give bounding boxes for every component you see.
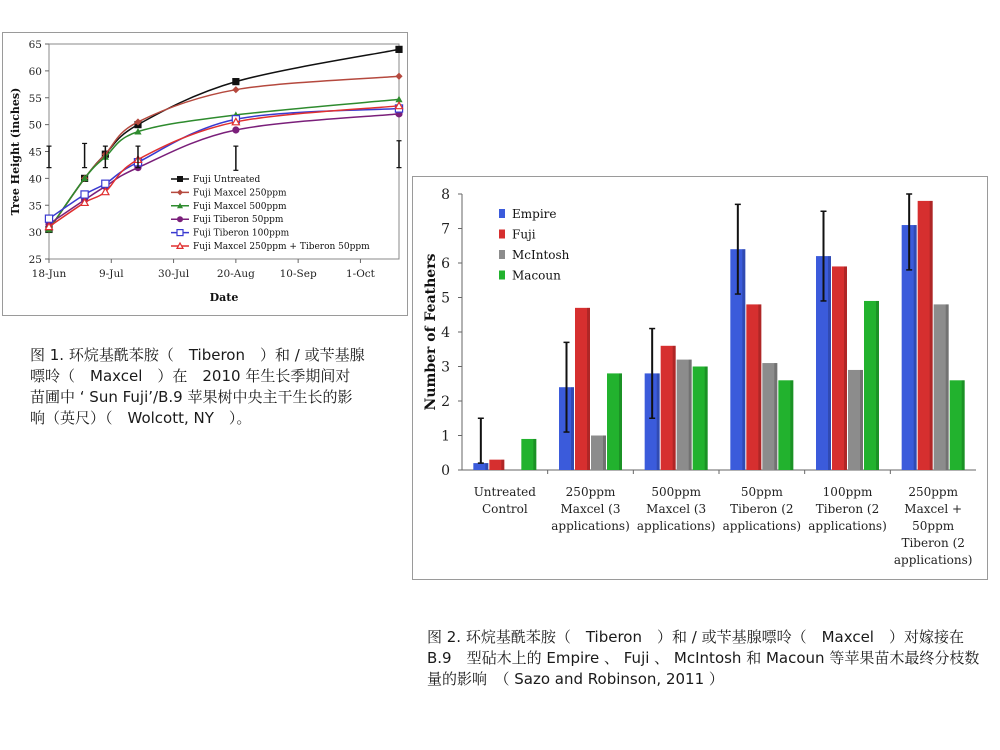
bar-shade (774, 363, 777, 470)
y-axis-label: Tree Height (inches) (9, 87, 22, 216)
category-label-line: 500ppm (651, 485, 701, 499)
y-tick-label: 3 (441, 359, 450, 376)
category-label-line: applications) (808, 519, 887, 533)
chart-tree-height (2, 32, 408, 316)
figure-2-caption: 图 2. 环烷基酰苯胺（ Tiberon ）和 / 或苄基腺嘌呤（ Maxcel ）对嫁接在 B.9 型砧木上的 Empire 、 Fuji 、 McIntosh 和 Macoun 等苹果苗木最终分枝数量的影响 （ Sazo and Robinson, 2011 ） (427, 628, 980, 688)
legend-label: Fuji Tiberon 100ppm (193, 228, 290, 239)
legend-label: Fuji (512, 227, 536, 242)
category-label-line: 50ppm (912, 519, 955, 533)
category-label-line: Untreated (473, 485, 536, 499)
bar-shade (485, 463, 488, 470)
legend (171, 175, 370, 252)
data-point (177, 176, 183, 182)
y-axis-label: Number of Feathers (423, 253, 439, 411)
y-tick-label: 25 (28, 254, 42, 266)
legend-label: Empire (512, 207, 557, 221)
y-tick-label: 55 (28, 92, 42, 105)
data-point (395, 46, 402, 53)
y-tick-label: 7 (441, 221, 450, 238)
legend-swatch (499, 209, 505, 218)
bar-shade (946, 304, 949, 470)
legend-swatch (499, 271, 505, 280)
y-tick-label: 40 (28, 173, 42, 186)
category-label-line: 250ppm (565, 485, 616, 499)
category-label (637, 485, 716, 533)
bar-shade (657, 373, 660, 470)
bar-shade (758, 304, 761, 470)
legend-label: Fuji Maxcel 250ppm (193, 188, 287, 199)
figure-1-caption: 图 1. 环烷基酰苯胺（ Tiberon ）和 / 或苄基腺嘌呤（ Maxcel ）在 2010 年生长季期间对苗圃中 ‘ Sun Fuji’/B.9 苹果树中央主干生长的影响（英尺）（ Wolcott, NY ）。 (30, 346, 365, 427)
bar-shade (790, 380, 793, 470)
feathers-bar-chart (413, 177, 987, 579)
legend-label: Fuji Maxcel 250ppm + Tiberon 50ppm (193, 242, 370, 252)
bar-shade (619, 373, 622, 470)
data-point (102, 180, 109, 187)
legend-swatch (499, 250, 505, 259)
category-label-line: applications) (722, 519, 802, 533)
data-point (81, 191, 88, 198)
category-label-line: Maxcel + (904, 502, 963, 516)
category-label-line: Tiberon (2 (815, 502, 880, 516)
data-point (177, 216, 183, 222)
chart-feathers (412, 176, 988, 580)
bar-shade (876, 301, 879, 470)
bar-shade (689, 360, 692, 470)
y-tick-label: 1 (441, 428, 450, 445)
y-tick-label: 45 (28, 146, 42, 159)
x-tick-label: 1-Oct (345, 268, 375, 280)
category-label-line: Maxcel (3 (646, 502, 707, 516)
y-tick-label: 2 (441, 394, 450, 410)
x-tick-label: 18-Jun (31, 268, 67, 280)
x-tick-label: 10-Sep (279, 268, 317, 280)
legend-label: Fuji Tiberon 50ppm (193, 215, 284, 226)
y-tick-label: 6 (441, 256, 450, 272)
data-point (232, 86, 239, 93)
bar-shade (914, 225, 917, 470)
y-tick-label: 50 (28, 119, 42, 132)
bar-shade (533, 439, 536, 470)
category-label-line: 250ppm (908, 485, 958, 499)
x-tick-label: 30-Jul (157, 268, 190, 280)
legend-swatch (499, 230, 505, 239)
data-point (177, 189, 183, 195)
bar-shade (930, 201, 933, 470)
plot-area (49, 44, 399, 259)
tree-height-line-chart (3, 33, 407, 315)
y-tick-label: 35 (28, 200, 42, 213)
data-point (177, 243, 183, 248)
legend-label: McIntosh (512, 248, 570, 262)
category-label-line: 100ppm (822, 485, 873, 499)
y-tick-label: 65 (28, 39, 42, 51)
category-label (808, 485, 887, 533)
y-tick-label: 30 (28, 227, 42, 240)
category-label-line: applications) (551, 519, 630, 533)
y-tick-label: 5 (441, 290, 450, 307)
legend-label: Fuji Maxcel 500ppm (193, 201, 287, 212)
legend (499, 207, 570, 283)
data-point (232, 78, 239, 85)
y-tick-label: 60 (28, 65, 42, 78)
category-label-line: Tiberon (2 (901, 536, 965, 550)
x-tick-label: 9-Jul (99, 268, 124, 280)
legend-label: Fuji Untreated (193, 175, 261, 185)
bar-shade (860, 370, 863, 470)
category-label-line: 50ppm (740, 485, 783, 499)
bar-shade (571, 387, 574, 470)
x-axis-label: Date (209, 291, 239, 304)
bar-shade (844, 266, 847, 470)
category-label (723, 485, 802, 533)
bar-shade (742, 249, 745, 470)
x-tick-label: 20-Aug (216, 268, 255, 280)
bar-shade (673, 346, 676, 470)
category-label-line: Maxcel (3 (560, 502, 621, 516)
series (45, 96, 402, 233)
category-label (474, 485, 537, 516)
category-label-line: Tiberon (2 (730, 502, 794, 516)
y-tick-label: 0 (441, 463, 450, 479)
category-label (551, 485, 630, 533)
category-label-line: Control (481, 502, 528, 516)
category-label-line: applications) (636, 519, 716, 533)
data-point (45, 215, 52, 222)
data-point (232, 126, 239, 133)
y-tick-label: 4 (441, 325, 450, 341)
bar-shade (828, 256, 831, 470)
bar-shade (705, 367, 708, 471)
category-label (894, 485, 973, 567)
bar-shade (962, 380, 965, 470)
data-point (177, 230, 183, 236)
y-tick-label: 8 (441, 187, 450, 203)
bar-shade (501, 460, 504, 470)
data-point (395, 73, 402, 80)
category-label-line: applications) (893, 553, 973, 567)
bar-shade (603, 436, 606, 471)
legend-label: Macoun (512, 268, 561, 283)
bar-shade (587, 308, 590, 470)
